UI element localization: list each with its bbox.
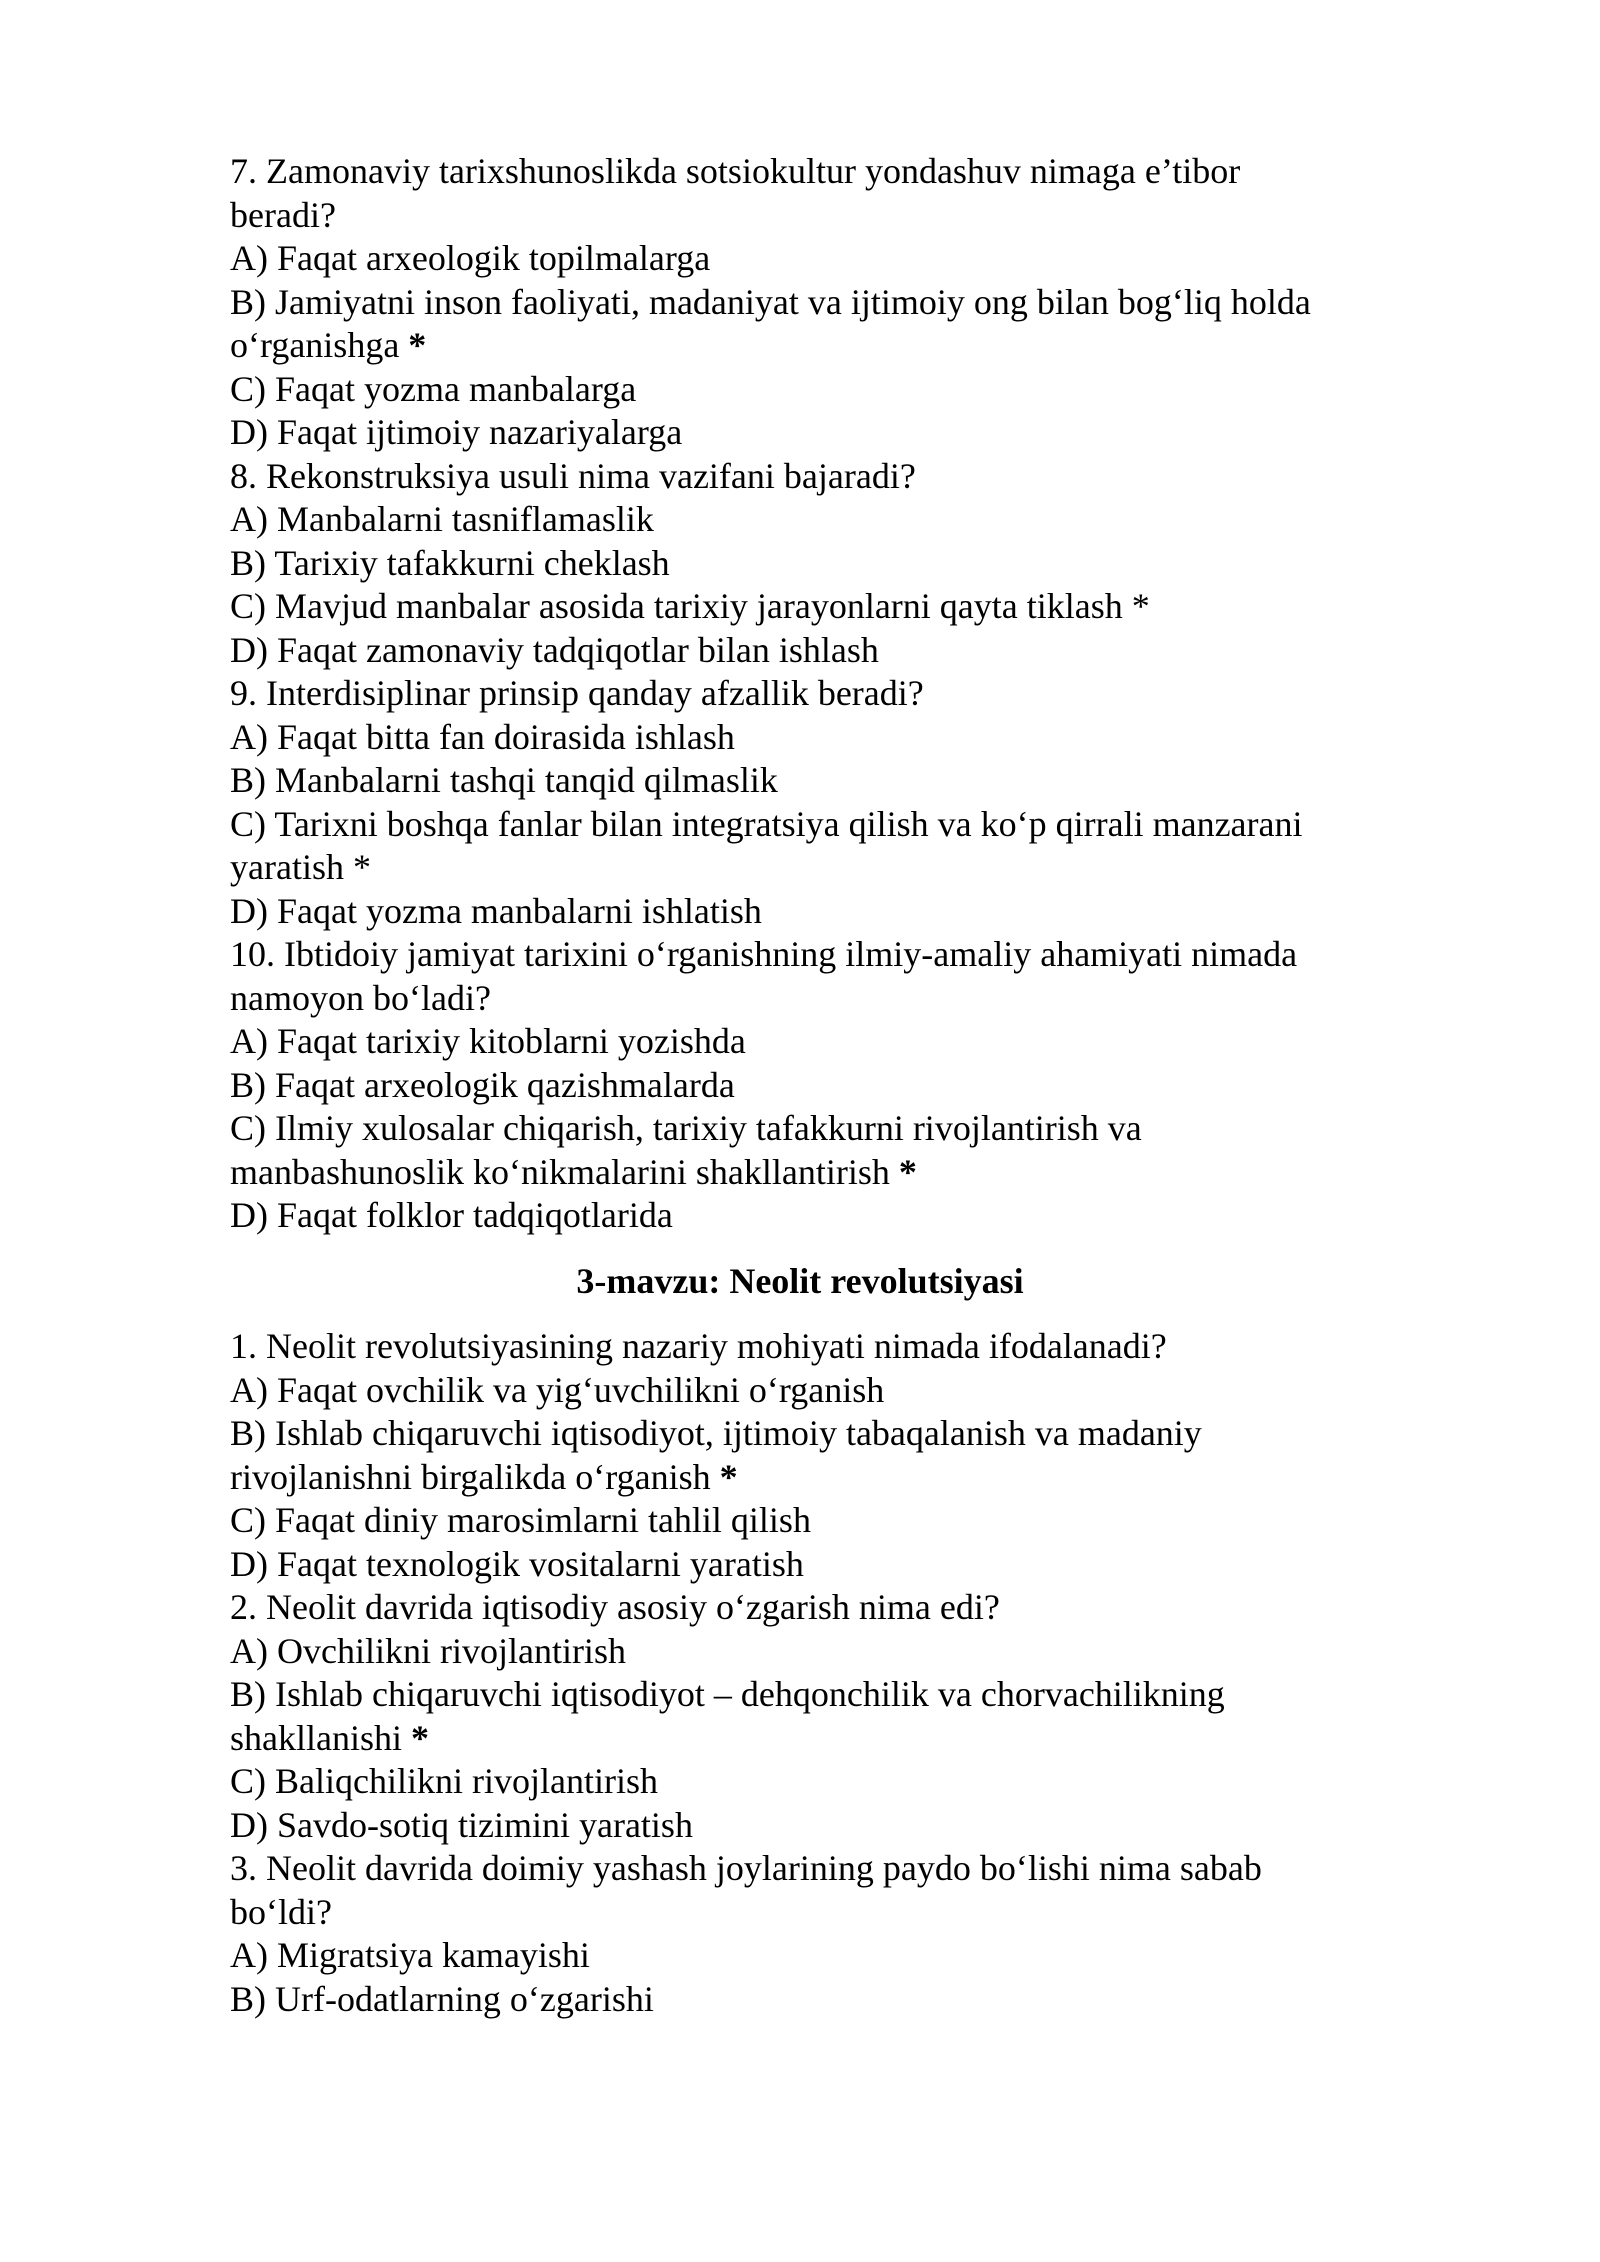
text-line bbox=[230, 890, 1370, 934]
correct-answer-marker: * bbox=[719, 1456, 738, 1497]
text-line bbox=[230, 1717, 1370, 1761]
line-text: C) Mavjud manbalar asosida tarixiy jarayonlarni qayta tiklash * bbox=[230, 586, 1150, 626]
text-line bbox=[230, 281, 1370, 325]
text-line bbox=[230, 1151, 1370, 1195]
text-line bbox=[230, 803, 1370, 847]
line-text: B) Tarixiy tafakkurni cheklash bbox=[230, 542, 670, 583]
line-text: D) Faqat texnologik vositalarni yaratish bbox=[230, 1543, 804, 1584]
section-heading: 3-mavzu: Neolit revolutsiyasi bbox=[576, 1260, 1024, 1301]
line-text: bo‘ldi? bbox=[230, 1891, 332, 1932]
text-line bbox=[230, 1934, 1370, 1978]
line-text: 7. Zamonaviy tarixshunoslikda sotsiokultur yondashuv nimaga e’tibor bbox=[230, 151, 1241, 191]
line-text: C) Faqat yozma manbalarga bbox=[230, 368, 637, 409]
line-text: 3. Neolit davrida doimiy yashash joylarining paydo bo‘lishi nima sabab bbox=[230, 1848, 1262, 1888]
text-line bbox=[230, 1978, 1370, 2022]
text-line bbox=[230, 672, 1370, 716]
line-text: B) Jamiyatni inson faoliyati, madaniyat va ijtimoiy ong bilan bog‘liq holda bbox=[230, 281, 1311, 322]
line-text: o‘rganishga bbox=[230, 325, 409, 365]
correct-answer-marker: * bbox=[408, 325, 427, 365]
text-line bbox=[230, 498, 1370, 542]
line-text: D) Faqat folklor tadqiqotlarida bbox=[230, 1195, 673, 1235]
line-text: D) Faqat zamonaviy tadqiqotlar bilan ishlash bbox=[230, 629, 879, 670]
line-text: namoyon bo‘ladi? bbox=[230, 977, 491, 1018]
question-list-2 bbox=[230, 1325, 1370, 2021]
line-text: 1. Neolit revolutsiyasining nazariy mohiyati nimada ifodalanadi? bbox=[230, 1326, 1167, 1366]
text-line bbox=[230, 1804, 1370, 1848]
text-line bbox=[230, 1586, 1370, 1630]
text-line bbox=[230, 977, 1370, 1021]
line-text: D) Faqat yozma manbalarni ishlatish bbox=[230, 890, 762, 931]
text-line bbox=[230, 1194, 1370, 1238]
line-text: A) Faqat ovchilik va yig‘uvchilikni o‘rganish bbox=[230, 1369, 885, 1410]
line-text: 2. Neolit davrida iqtisodiy asosiy o‘zgarish nima edi? bbox=[230, 1587, 1000, 1627]
text-line bbox=[230, 411, 1370, 455]
text-line bbox=[230, 1543, 1370, 1587]
line-text: C) Tarixni boshqa fanlar bilan integratsiya qilish va ko‘p qirrali manzarani bbox=[230, 803, 1303, 844]
text-line bbox=[230, 1630, 1370, 1674]
line-text: beradi? bbox=[230, 194, 336, 235]
text-line bbox=[230, 585, 1370, 629]
line-text: A) Migratsiya kamayishi bbox=[230, 1935, 590, 1975]
line-text: C) Faqat diniy marosimlarni tahlil qilish bbox=[230, 1500, 811, 1540]
correct-answer-marker: * bbox=[410, 1717, 429, 1758]
text-line bbox=[230, 194, 1370, 238]
line-text: B) Urf-odatlarning o‘zgarishi bbox=[230, 1978, 654, 2019]
text-line bbox=[230, 1847, 1370, 1891]
line-text: 8. Rekonstruksiya usuli nima vazifani bajaradi? bbox=[230, 455, 916, 496]
line-text: B) Ishlab chiqaruvchi iqtisodiyot, ijtimoiy tabaqalanish va madaniy bbox=[230, 1413, 1202, 1453]
text-line bbox=[230, 237, 1370, 281]
line-text: yaratish * bbox=[230, 847, 371, 887]
line-text: B) Ishlab chiqaruvchi iqtisodiyot – dehqonchilik va chorvachilikning bbox=[230, 1674, 1225, 1714]
text-line bbox=[230, 1891, 1370, 1935]
text-line bbox=[230, 759, 1370, 803]
text-line bbox=[230, 1107, 1370, 1151]
line-text: C) Ilmiy xulosalar chiqarish, tarixiy tafakkurni rivojlantirish va bbox=[230, 1108, 1142, 1148]
line-text: D) Faqat ijtimoiy nazariyalarga bbox=[230, 412, 683, 452]
text-line bbox=[230, 1673, 1370, 1717]
text-line bbox=[230, 1064, 1370, 1108]
line-text: rivojlanishni birgalikda o‘rganish bbox=[230, 1456, 720, 1497]
text-line bbox=[230, 1499, 1370, 1543]
line-text: A) Faqat tarixiy kitoblarni yozishda bbox=[230, 1021, 746, 1061]
text-line bbox=[230, 324, 1370, 368]
text-line bbox=[230, 933, 1370, 977]
text-line bbox=[230, 846, 1370, 890]
correct-answer-marker: * bbox=[898, 1151, 917, 1192]
line-text: 10. Ibtidoiy jamiyat tarixini o‘rganishning ilmiy-amaliy ahamiyati nimada bbox=[230, 934, 1298, 974]
line-text: D) Savdo-sotiq tizimini yaratish bbox=[230, 1804, 693, 1845]
text-line bbox=[230, 629, 1370, 673]
line-text: shakllanishi bbox=[230, 1717, 411, 1758]
line-text: A) Manbalarni tasniflamaslik bbox=[230, 499, 654, 539]
text-line bbox=[230, 542, 1370, 586]
text-line bbox=[230, 1456, 1370, 1500]
text-line bbox=[230, 1760, 1370, 1804]
text-line bbox=[230, 1412, 1370, 1456]
line-text: A) Faqat arxeologik topilmalarga bbox=[230, 238, 711, 278]
line-text: B) Manbalarni tashqi tanqid qilmaslik bbox=[230, 760, 778, 800]
text-line bbox=[230, 368, 1370, 412]
line-text: A) Faqat bitta fan doirasida ishlash bbox=[230, 716, 735, 757]
line-text: C) Baliqchilikni rivojlantirish bbox=[230, 1761, 658, 1801]
text-line bbox=[230, 716, 1370, 760]
text-line bbox=[230, 1325, 1370, 1369]
text-line bbox=[230, 1369, 1370, 1413]
question-list-1 bbox=[230, 150, 1370, 1238]
text-line bbox=[230, 1020, 1370, 1064]
text-line bbox=[230, 455, 1370, 499]
line-text: manbashunoslik ko‘nikmalarini shakllantirish bbox=[230, 1151, 899, 1192]
line-text: 9. Interdisiplinar prinsip qanday afzallik beradi? bbox=[230, 673, 924, 713]
line-text: A) Ovchilikni rivojlantirish bbox=[230, 1630, 626, 1671]
text-line bbox=[230, 150, 1370, 194]
line-text: B) Faqat arxeologik qazishmalarda bbox=[230, 1064, 735, 1105]
